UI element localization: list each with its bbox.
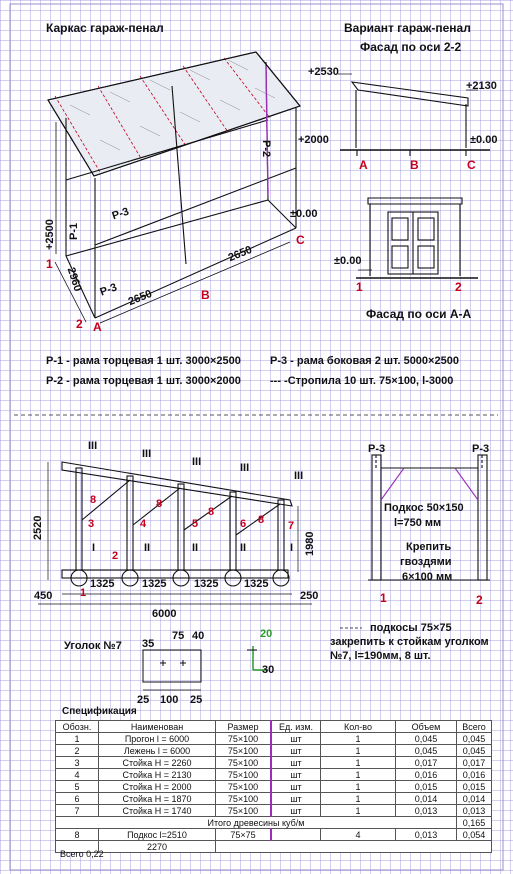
table-cell: 75×100 (216, 733, 272, 745)
table-cell: 0,016 (396, 769, 457, 781)
part-3: 3 (88, 518, 95, 530)
table-cell (271, 829, 321, 841)
node-iii-1: III (88, 440, 98, 452)
table-cell: 0,015 (396, 781, 457, 793)
brace-fix-1: Крепить (406, 541, 452, 553)
height-2500: +2500 (44, 219, 56, 250)
axis-b-2-2: В (410, 158, 419, 172)
table-cell: Прогон l = 6000 (99, 733, 216, 745)
frame-label-p3-lower: Р-3 (98, 281, 119, 299)
node-iii-2: III (142, 448, 152, 460)
angle-dim-20: 20 (260, 628, 273, 640)
span-1325-a: 1325 (90, 578, 115, 590)
brace-axis-2: 2 (476, 593, 483, 607)
level-2130: +2130 (466, 80, 497, 92)
table-cell: 2 (56, 745, 99, 757)
node-iii-5: III (294, 470, 304, 482)
table-cell: 0,054 (457, 829, 492, 841)
part-8-c: 8 (208, 506, 215, 518)
table-cell: Всего (457, 721, 492, 733)
facade-a-a-title: Фасад по оси А-А (366, 307, 472, 321)
table-cell: 75×100 (216, 769, 272, 781)
isometric-frame (48, 52, 300, 323)
brace-note-1: подкосы 75×75 (370, 622, 452, 634)
table-cell: 75×100 (216, 757, 272, 769)
table-cell: Стойка Н = 2260 (99, 757, 216, 769)
table-cell: 8 (56, 829, 99, 841)
table-row (56, 793, 492, 805)
span-1325-d: 1325 (244, 578, 269, 590)
legend-rafters: --- -Стропила 10 шт. 75×100, l-3000 (270, 375, 454, 387)
table-cell: Стойка Н = 1870 (99, 793, 216, 805)
subtotal-value: 0,165 (457, 817, 492, 829)
table-cell: 1 (56, 733, 99, 745)
span-1325-c: 1325 (194, 578, 219, 590)
dim-250: 250 (300, 590, 319, 602)
dim-6000: 6000 (152, 608, 177, 620)
facade-a-a (356, 198, 478, 278)
table-cell: Стойка Н = 2000 (99, 781, 216, 793)
brace-note-2: закрепить к стойкам уголком (330, 636, 489, 648)
brace-fix-3: 6×100 мм (402, 571, 453, 583)
part-8-a: 8 (90, 494, 97, 506)
axis-a-2-2: А (359, 158, 368, 172)
angle-title: Уголок №7 (64, 640, 122, 652)
axis-c-2-2: С (467, 158, 476, 172)
brace-length: l=750 мм (394, 517, 442, 529)
frame-label-p3-upper: Р-3 (110, 205, 131, 223)
table-cell: 0,015 (457, 781, 492, 793)
axis-2-a-a: 2 (455, 280, 462, 294)
dim-450: 450 (34, 590, 53, 602)
table-cell: 3 (56, 757, 99, 769)
table-cell: 75×100 (216, 793, 272, 805)
table-cell: 1 (321, 793, 396, 805)
angle-dim-25-a: 25 (137, 694, 150, 706)
legend-p3: Р-3 - рама боковая 2 шт. 5000×2500 (270, 355, 459, 367)
node-iii-4: III (240, 462, 250, 474)
dim-1980: 1980 (304, 531, 316, 556)
axis-b-iso: В (201, 288, 210, 302)
node-ii-1: II (144, 542, 151, 554)
table-cell: 0,045 (396, 733, 457, 745)
height-2000: +2000 (298, 134, 329, 146)
table-cell: 0,014 (396, 793, 457, 805)
part-5: 5 (192, 518, 199, 530)
axis-2-iso: 2 (76, 317, 83, 331)
table-cell: 0,014 (457, 793, 492, 805)
level-2530: +2530 (308, 66, 339, 78)
dim-2520: 2520 (32, 515, 44, 540)
table-cell: Обозн. (56, 721, 99, 733)
table-cell: шт (271, 745, 321, 757)
table-cell: 1 (321, 781, 396, 793)
frame-title: Каркас гараж-пенал (46, 21, 164, 35)
table-cell: шт (271, 757, 321, 769)
part-2: 2 (112, 550, 119, 562)
side-frame (38, 462, 312, 604)
span-1325-b: 1325 (142, 578, 167, 590)
brace-note-3: №7, l=190мм, 8 шт. (330, 650, 431, 662)
angle-dim-100: 100 (160, 694, 179, 706)
table-row (56, 805, 492, 817)
brace-podkos: Подкос 50×150 (384, 502, 464, 514)
table-cell: 0,045 (396, 745, 457, 757)
brace-axis-1: 1 (380, 591, 387, 605)
part-4: 4 (140, 518, 147, 530)
part-7: 7 (288, 520, 295, 532)
table-cell: Объем (396, 721, 457, 733)
frame-label-p2: Р-2 (260, 140, 272, 158)
table-cell: Стойка Н = 1740 (99, 805, 216, 817)
table-cell: шт (271, 805, 321, 817)
table-row (56, 757, 492, 769)
table-cell: Ед. изм. (271, 721, 321, 733)
node-iii-3: III (192, 456, 202, 468)
table-cell: Стойка Н = 2130 (99, 769, 216, 781)
angle-dim-25-b: 25 (190, 694, 203, 706)
subtotal-label: Итого древесины куб/м (56, 817, 457, 829)
brace-p3-left: Р-3 (368, 443, 386, 455)
brace-p3-right: Р-3 (472, 443, 490, 455)
table-cell: шт (271, 781, 321, 793)
table-cell: 1 (321, 757, 396, 769)
table-cell: Лежень l = 6000 (99, 745, 216, 757)
facade-2-2-title: Фасад по оси 2-2 (360, 40, 462, 54)
table-row (56, 745, 492, 757)
table-cell: 0,017 (396, 757, 457, 769)
axis-c-iso: С (296, 233, 305, 247)
level-zero-a-a: ±0.00 (334, 255, 362, 267)
node-ii-2: II (192, 542, 199, 554)
table-cell: 75×75 (216, 829, 272, 841)
table-cell: Размер (216, 721, 272, 733)
table-cell: 75×100 (216, 805, 272, 817)
table-row (56, 829, 492, 841)
table-cell: Кол-во (321, 721, 396, 733)
legend-p1: Р-1 - рама торцевая 1 шт. 3000×2500 (46, 355, 241, 367)
angle-dim-35: 35 (142, 638, 155, 650)
table-cell: 7 (56, 805, 99, 817)
spec-title: Спецификация (62, 706, 137, 717)
table-cell: 0,013 (396, 805, 457, 817)
part-1: 1 (80, 587, 87, 599)
table-cell: 0,045 (457, 745, 492, 757)
spec-total: Всего 0,22 (60, 849, 104, 859)
table-cell: 4 (56, 769, 99, 781)
table-cell: 5 (56, 781, 99, 793)
table-cell: 0,045 (457, 733, 492, 745)
table-cell: 75×100 (216, 745, 272, 757)
angle-bracket (143, 646, 268, 690)
subtotal-row (56, 817, 492, 829)
part-8-b: 8 (156, 498, 163, 510)
table-cell: 0,017 (457, 757, 492, 769)
table-row (56, 781, 492, 793)
table-cell: 1 (321, 733, 396, 745)
node-i-1: I (92, 542, 96, 554)
table-cell: 1 (321, 805, 396, 817)
variant-title: Вариант гараж-пенал (344, 21, 471, 35)
part-6: 6 (240, 518, 247, 530)
brace-fix-2: гвоздями (400, 556, 452, 568)
level-zero-2-2: ±0.00 (470, 134, 498, 146)
node-i-2: I (290, 542, 294, 554)
part-8-d: 8 (258, 514, 265, 526)
table-cell: 0,013 (457, 805, 492, 817)
table-cell: 75×100 (216, 781, 272, 793)
table-cell: шт (271, 769, 321, 781)
table-cell: 2270 (99, 841, 216, 853)
node-ii-3: II (240, 542, 247, 554)
table-row-continuation (56, 841, 492, 853)
table-cell: 4 (321, 829, 396, 841)
dim-2650-b: 2650 (226, 243, 254, 265)
table-row (56, 733, 492, 745)
table-row (56, 769, 492, 781)
table-cell: шт (271, 733, 321, 745)
table-cell: 0,013 (396, 829, 457, 841)
axis-1-iso: 1 (46, 257, 53, 271)
spec-table (55, 720, 492, 853)
dim-2650-a: 2650 (126, 287, 154, 309)
axis-a-iso: А (93, 320, 102, 334)
level-zero-iso: ±0.00 (290, 208, 318, 220)
dim-2960: 2960 (64, 266, 84, 293)
angle-dim-30: 30 (262, 664, 275, 676)
axis-1-a-a: 1 (356, 280, 363, 294)
table-cell: шт (271, 793, 321, 805)
angle-dim-40: 40 (192, 630, 205, 642)
frame-label-p1: Р-1 (68, 222, 80, 240)
table-cell: 1 (321, 745, 396, 757)
table-cell: 1 (321, 769, 396, 781)
angle-dim-75: 75 (172, 630, 185, 642)
table-header-row (56, 721, 492, 733)
table-cell: Наименован (99, 721, 216, 733)
table-cell (216, 841, 492, 853)
table-cell: 0,016 (457, 769, 492, 781)
legend-p2: Р-2 - рама торцевая 1 шт. 3000×2000 (46, 375, 241, 387)
table-cell: Подкос l=2510 (99, 829, 216, 841)
table-cell: 6 (56, 793, 99, 805)
